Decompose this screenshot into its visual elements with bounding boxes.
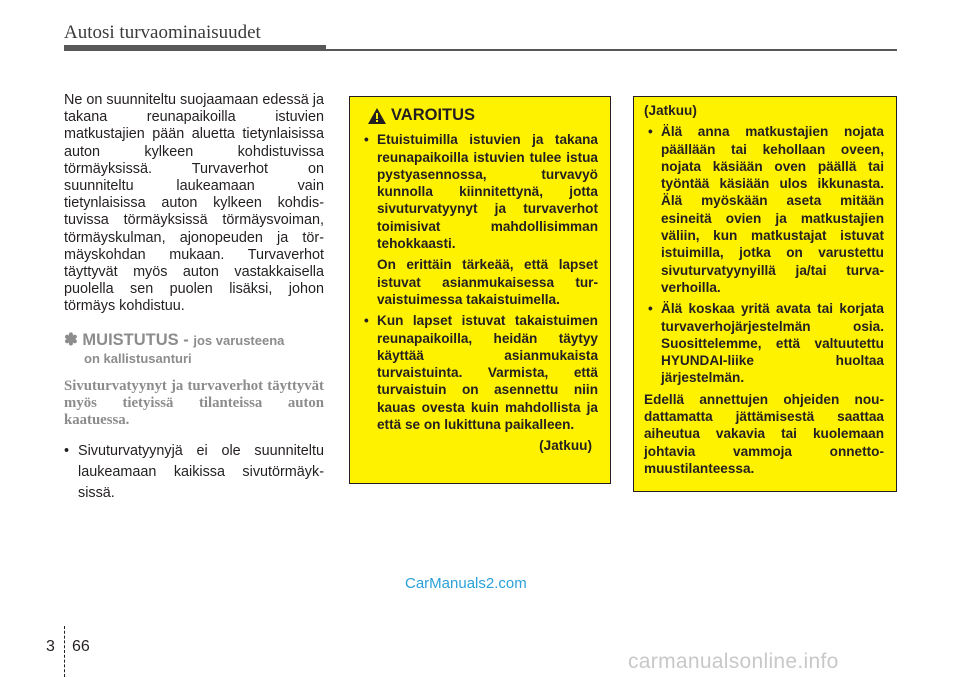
list-item <box>644 300 884 386</box>
warning-triangle-icon <box>368 108 386 124</box>
warning-heading <box>368 107 598 124</box>
bullet-icon: • <box>648 124 653 140</box>
left-column <box>64 92 324 504</box>
warning-item-text: Etuistuimilla istuvien ja takana reunapaikoilla istuvien tulee istua pystyasennossa, turvavyö kunnolla kiinnitettynä, jotta sivuturvatyynyt ja turvaverhot toimisivat mahdollisimman tehokkaasti. <box>377 132 598 252</box>
warning-item-text: Älä koskaa yritä avata tai korjata turvaverhojärjestelmän osia. Suosittelemme, että valtuutettu HYUNDAI-liike huoltaa järjestelmän. <box>661 301 884 386</box>
site-watermark: carmanualsonline.info <box>628 650 839 673</box>
warning-paragraph: On erittäin tärkeää, että lapset istuvat asianmukaisessa turvaistuimessa takaistuimella. <box>377 257 598 307</box>
header-rule-thin <box>326 49 897 51</box>
bullet-icon: • <box>364 313 369 329</box>
bullet-icon: • <box>648 301 653 317</box>
bullet-text: Sivuturvatyynyjä ei ole suunniteltu laukeamaan kaikissa sivutörmäyksissä. <box>78 442 324 501</box>
header-rule-thick <box>64 45 326 51</box>
note-suffix: jos varusteena <box>193 332 285 348</box>
list-item <box>64 441 324 504</box>
closing-paragraph: Edellä annettujen ohjeiden noudattamatta jättämisestä saattaa aiheutua vakavia tai kuolemaan johtavia vammoja onnettomuustilanteessa. <box>644 391 884 476</box>
warning-title: VAROITUS <box>391 106 476 124</box>
page-header-title: Autosi turvaominaisuudet <box>64 22 261 43</box>
continued-warning-box <box>633 96 897 492</box>
warning-item-text: Älä anna matkustajien nojata päällään tai kehollaan oveen, nojata käsiään oven päällä tai työntää käsiään ulos ikkunasta. Älä myöskään aseta mitään esineitä ovien ja matkustajien väliin, kun matkustajat istuvat istuimilla, jotka on varustettu sivuturvatyynyillä ja/tai turvaverhoilla. <box>661 124 884 295</box>
continued-heading: (Jatkuu) <box>644 103 697 118</box>
watermark-link[interactable]: CarManuals2.com <box>405 575 527 592</box>
chapter-number: 3 <box>46 638 55 655</box>
warning-item-text: Kun lapset istuvat takaistuimen reunapaikoilla, heidän täytyy käyttää asianmukaista turvaistuinta. Varmista, että turvaistuin on asennettu niin kauas ovesta kuin mahdollista ja että se on lukittuna paikalleen. <box>377 313 598 433</box>
bullet-icon: • <box>64 442 70 459</box>
note-subheading: on kallistusanturi <box>84 350 192 366</box>
list-item <box>644 123 884 296</box>
note-body: Sivuturvatyynyt ja turvaverhot täyttyvät myös tietyissä tilanteissa auton kaatuessa. <box>64 377 324 428</box>
footer-divider <box>64 626 65 677</box>
note-heading <box>64 331 324 350</box>
continued-label: (Jatkuu) <box>539 438 592 454</box>
note-label: MUISTUTUS - <box>82 330 189 349</box>
bullet-icon: • <box>364 132 369 148</box>
note-symbol-icon: ✽ <box>64 330 78 349</box>
warning-box <box>349 96 611 484</box>
page-number: 66 <box>72 638 90 655</box>
list-item <box>360 312 598 433</box>
list-item <box>360 131 598 252</box>
intro-paragraph: Ne on suunniteltu suojaamaan edessä ja takana reunapaikoilla istuvien matkustajien pään aluetta tietynlaisissa auton kylkeen kohdistuvissa törmäyksissä. Turvaverhot on suunniteltu laukeamaan vain tietynlaisissa auton kylkeen kohdistuvissa törmäyksissä törmäysvoiman, törmäyskulman, ajonopeuden ja törmäyskohdan mukaan. Turvaverhot täyttyvät myös auton vastakkaisella puolella sen puolen lisäksi, johon törmäys kohdistuu. <box>64 92 325 315</box>
